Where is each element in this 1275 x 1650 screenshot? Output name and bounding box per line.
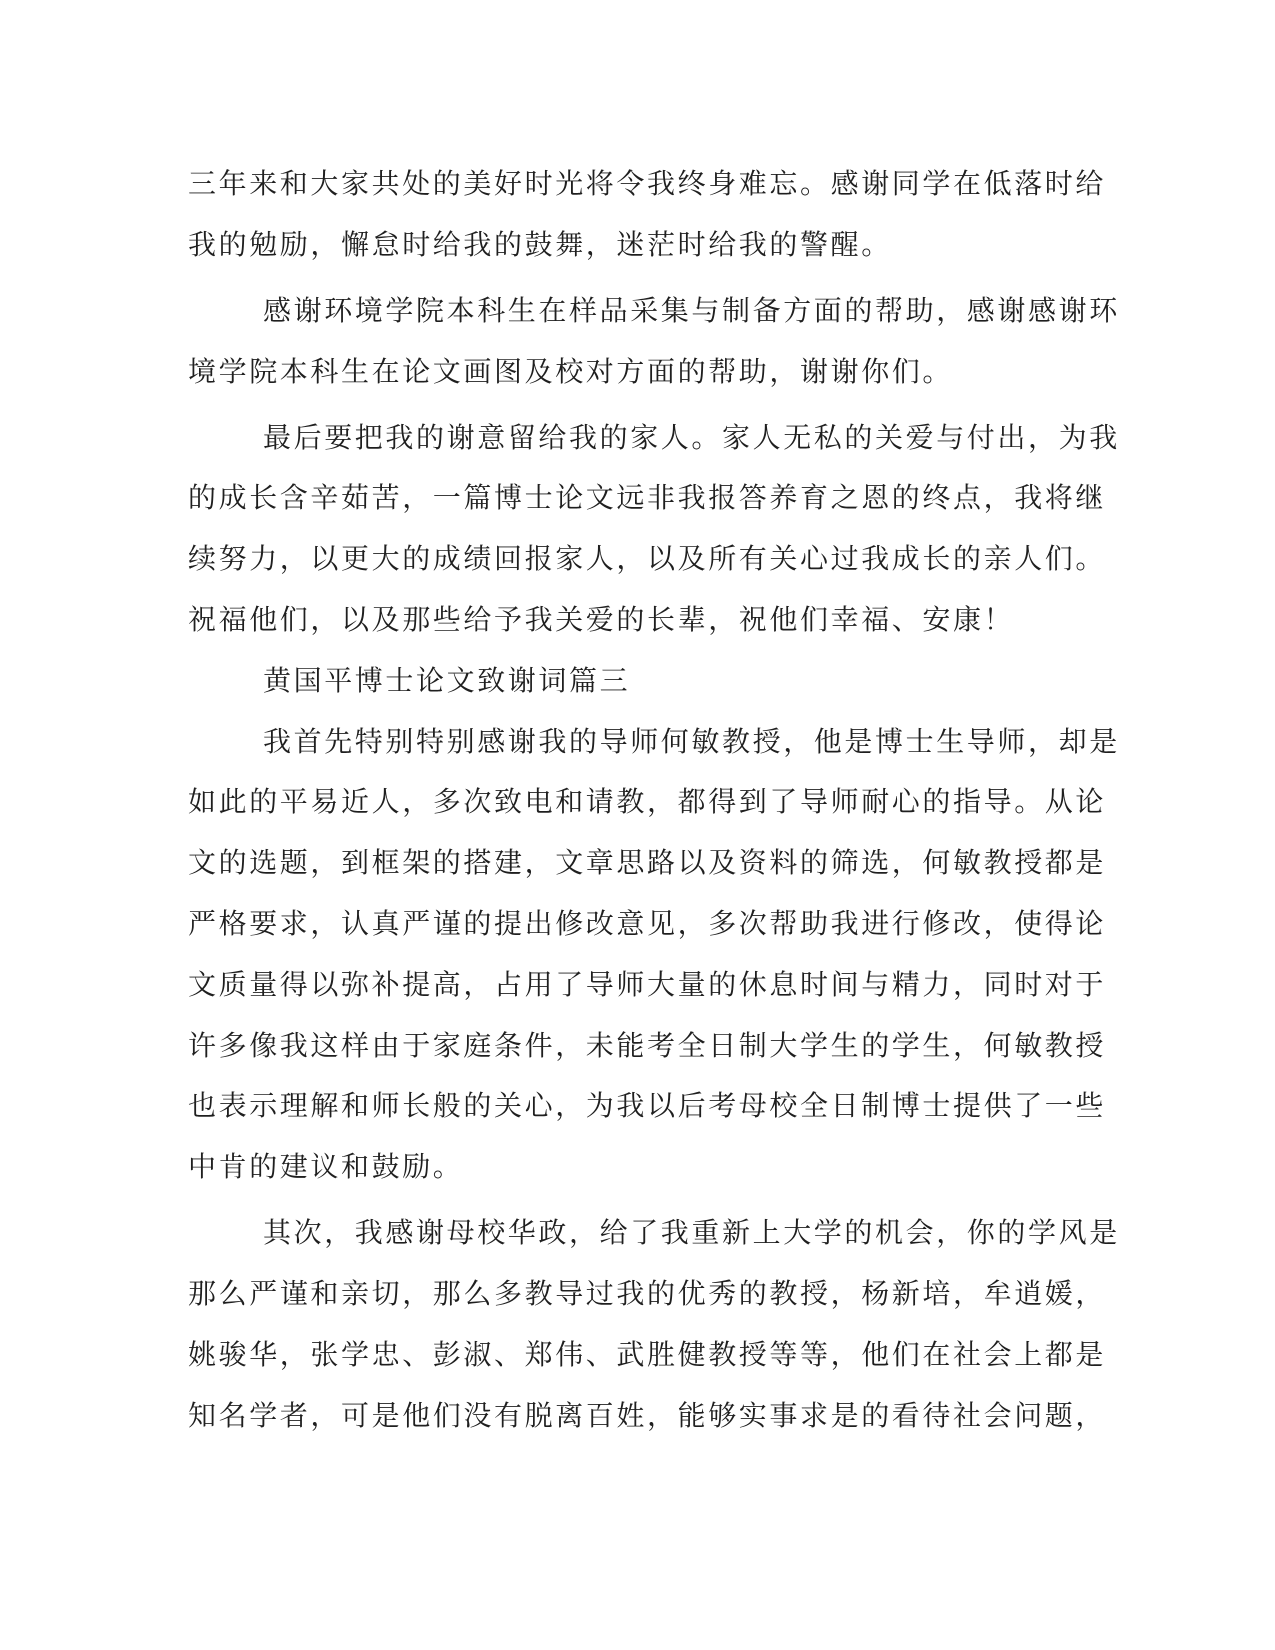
text-line: 如此的平易近人，多次致电和请教，都得到了导师耐心的指导。从论 xyxy=(188,785,1107,819)
text-line: 的成长含辛茹苦，一篇博士论文远非我报答养育之恩的终点，我将继 xyxy=(188,481,1107,515)
text-line: 知名学者，可是他们没有脱离百姓，能够实事求是的看待社会问题， xyxy=(188,1398,1107,1432)
text-line: 祝福他们，以及那些给予我关爱的长辈，祝他们幸福、安康！ xyxy=(188,602,1015,636)
paragraph-start-line: 其次，我感谢母校华政，给了我重新上大学的机会，你的学风是 xyxy=(263,1216,1120,1250)
document-body xyxy=(188,166,1120,1458)
paragraph-start-line: 最后要把我的谢意留给我的家人。家人无私的关爱与付出，为我 xyxy=(263,420,1120,454)
text-line: 中肯的建议和鼓励。 xyxy=(188,1150,464,1184)
text-line: 三年来和大家共处的美好时光将令我终身难忘。感谢同学在低落时给 xyxy=(188,167,1107,200)
text-line: 续努力，以更大的成绩回报家人，以及所有关心过我成长的亲人们。 xyxy=(188,542,1107,576)
text-line: 许多像我这样由于家庭条件，未能考全日制大学生的学生，何敏教授 xyxy=(188,1028,1107,1062)
text-line: 文质量得以弥补提高，占用了导师大量的休息时间与精力，同时对于 xyxy=(188,967,1107,1001)
text-line: 文的选题，到框架的搭建，文章思路以及资料的筛选，何敏教授都是 xyxy=(188,846,1107,880)
text-line: 我的勉励，懈怠时给我的鼓舞，迷茫时给我的警醒。 xyxy=(188,227,892,261)
text-line: 严格要求，认真严谨的提出修改意见，多次帮助我进行修改，使得论 xyxy=(188,906,1107,940)
text-line: 那么严谨和亲切，那么多教导过我的优秀的教授，杨新培，牟逍媛， xyxy=(188,1276,1107,1310)
text-line: 境学院本科生在论文画图及校对方面的帮助，谢谢你们。 xyxy=(188,354,954,388)
paragraph-start-line: 我首先特别特别感谢我的导师何敏教授，他是博士生导师，却是 xyxy=(263,724,1120,758)
text-line: 也表示理解和师长般的关心，为我以后考母校全日制博士提供了一些 xyxy=(188,1089,1107,1123)
section-heading: 黄国平博士论文致谢词篇三 xyxy=(263,663,631,697)
text-line: 姚骏华，张学忠、彭淑、郑伟、武胜健教授等等，他们在社会上都是 xyxy=(188,1337,1107,1371)
paragraph-start-line: 感谢环境学院本科生在样品采集与制备方面的帮助，感谢感谢环 xyxy=(263,293,1120,327)
